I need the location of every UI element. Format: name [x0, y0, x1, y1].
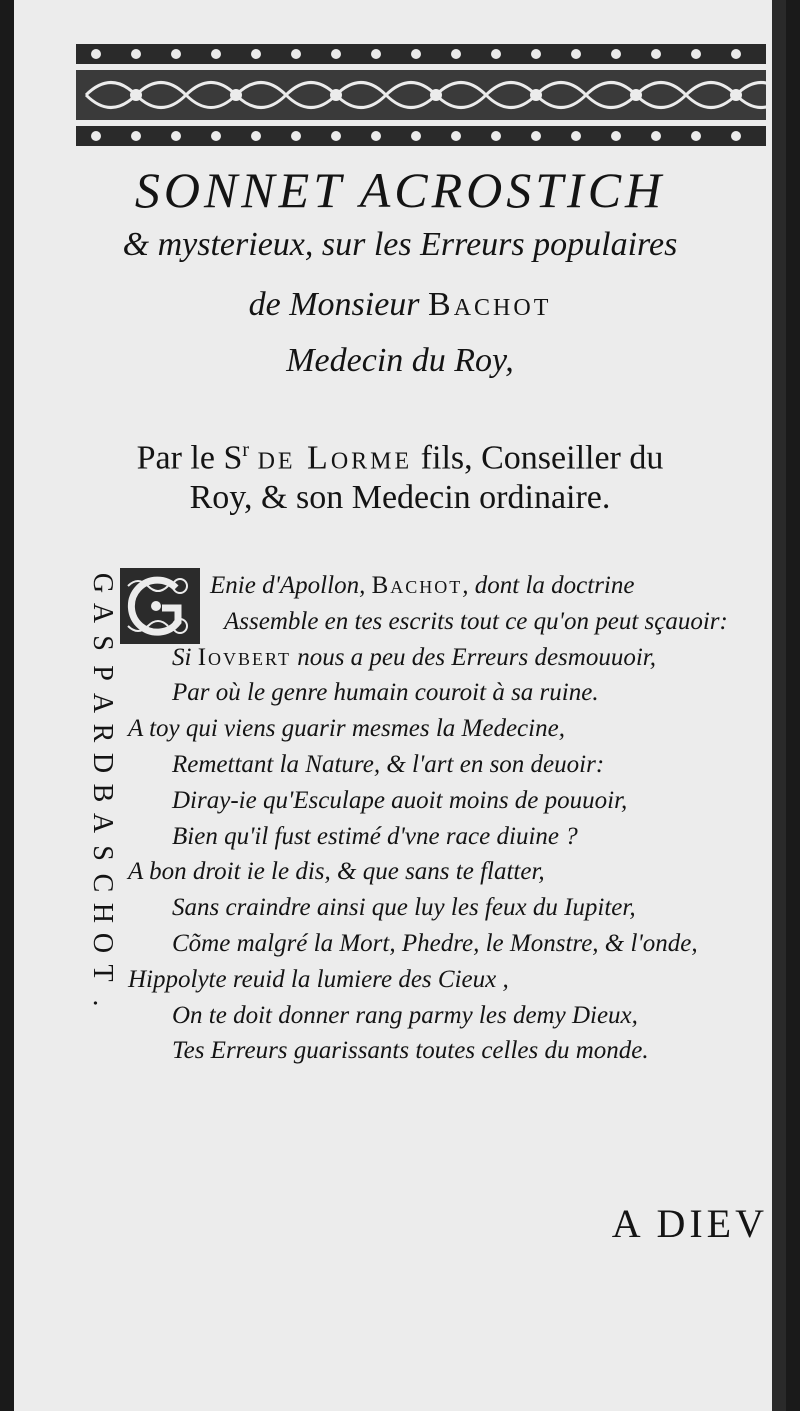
sonnet-line: Bien qu'il fust estimé d'vne race diuine ? — [172, 822, 578, 850]
subtitle-name: Bachot — [428, 286, 552, 323]
acrostic-letter: B — [87, 783, 118, 803]
book-page — [14, 0, 786, 1411]
page-title: SONNET ACROSTICH — [134, 162, 666, 218]
acrostic-letter: P — [87, 665, 118, 681]
acrostic-letter: R — [87, 723, 118, 743]
sonnet-line: Hippolyte reuid la lumiere des Cieux , — [128, 965, 509, 993]
sonnet-line-text: , dont la doctrine — [462, 572, 635, 599]
acrostic-letter: S — [87, 845, 118, 861]
sonnet-line: Assemble en tes escrits tout ce qu'on peut sçauoir: — [224, 607, 728, 635]
sonnet-line: Cõme malgré la Mort, Phedre, le Monstre, & l'onde, — [172, 929, 698, 957]
sonnet-line: A toy qui viens guarir mesmes la Medecine, — [128, 715, 565, 743]
sonnet-line — [114, 568, 794, 604]
acrostic-letter: . — [87, 999, 118, 1007]
sonnet-smallcaps: Bachot — [371, 572, 463, 599]
subtitle-line-2 — [14, 284, 786, 326]
acrostic-letter: A — [87, 692, 118, 714]
acrostic-letter: G — [87, 572, 118, 594]
sonnet-line: Sans craindre ainsi que luy les feux du Iupiter, — [172, 894, 636, 922]
sonnet-line-text: nous a peu des Erreurs desmouuoir, — [290, 643, 656, 671]
acrostic-letter: C — [87, 873, 118, 893]
acrostic-letter: S — [87, 635, 118, 651]
byline-prefix: Par le S — [136, 439, 243, 477]
acrostic-letter: O — [87, 932, 118, 954]
catchword: A DIEV — [611, 1201, 768, 1246]
acrostic-letter: A — [87, 812, 118, 834]
sonnet-line — [114, 640, 794, 676]
sonnet-line: Diray-ie qu'Esculape auoit moins de pouuoir, — [172, 786, 628, 814]
sonnet-body — [114, 568, 794, 1069]
byline-name: de Lorme — [257, 439, 413, 477]
byline-suffix: fils, Conseiller du — [412, 439, 664, 477]
page-edge — [772, 0, 786, 1411]
subtitle-prefix: de Monsieur — [248, 286, 429, 323]
sonnet-line: Remettant la Nature, & l'art en son deuoir: — [172, 750, 605, 778]
sonnet-line: On te doit donner rang parmy les demy Dieux, — [172, 1001, 638, 1029]
subtitle-line-1: & mysterieux, sur les Erreurs populaires — [122, 226, 678, 263]
byline-line-1 — [14, 428, 786, 480]
sonnet-smallcaps: Iovbert — [197, 643, 291, 671]
subtitle-line-3: Medecin du Roy, — [286, 342, 514, 379]
ornamental-band-icon — [76, 40, 766, 150]
byline-line-2: Roy, & son Medecin ordinaire. — [189, 479, 611, 516]
acrostic-letter: A — [87, 602, 118, 624]
acrostic-letter: T — [87, 964, 118, 982]
sonnet-line: Par où le genre humain couroit à sa ruine. — [172, 679, 599, 707]
sonnet-line: A bon droit ie le dis, & que sans te flatter, — [128, 858, 545, 886]
sonnet-line-text: Si — [172, 643, 198, 671]
acrostic-letter: D — [87, 752, 118, 774]
acrostic-letter: H — [87, 902, 118, 924]
sonnet-line-text: Enie d'Apollon, — [210, 572, 372, 599]
byline-sup: r — [242, 439, 250, 461]
sonnet-line: Tes Erreurs guarissants toutes celles du monde. — [172, 1037, 649, 1065]
